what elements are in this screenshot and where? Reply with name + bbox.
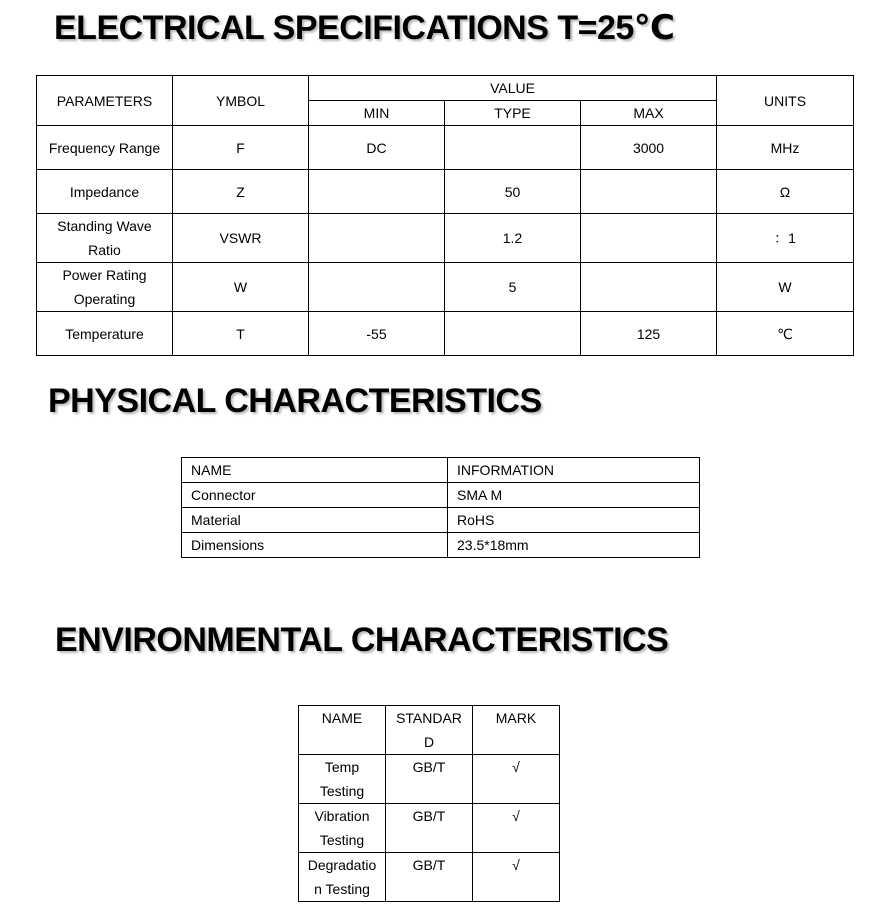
- type-cell: [445, 312, 581, 356]
- unit-cell: ：1: [717, 214, 854, 263]
- info-cell: 23.5*18mm: [448, 533, 700, 558]
- header-name: NAME: [182, 458, 448, 483]
- symbol-cell: W: [173, 263, 309, 312]
- standard-cell: GB/T: [386, 804, 473, 853]
- electrical-specs-table: [36, 75, 854, 356]
- type-cell: 5: [445, 263, 581, 312]
- table-row: [37, 170, 854, 214]
- name-cell: Dimensions: [182, 533, 448, 558]
- table-row: [182, 533, 700, 558]
- max-cell: 3000: [581, 126, 717, 170]
- check-mark-icon: √: [473, 853, 560, 902]
- header-parameters: PARAMETERS: [37, 76, 173, 126]
- max-cell: 125: [581, 312, 717, 356]
- symbol-cell: Z: [173, 170, 309, 214]
- standard-cell: GB/T: [386, 853, 473, 902]
- table-row: [37, 312, 854, 356]
- symbol-cell: T: [173, 312, 309, 356]
- param-cell: Temperature: [37, 312, 173, 356]
- header-name: NAME: [299, 706, 386, 755]
- header-standard: STANDARD: [386, 706, 473, 755]
- table-row: [299, 755, 560, 804]
- name-cell: Connector: [182, 483, 448, 508]
- environmental-characteristics-heading: ENVIRONMENTAL CHARACTERISTICS: [55, 621, 669, 659]
- max-cell: [581, 170, 717, 214]
- max-cell: [581, 263, 717, 312]
- min-cell: [309, 170, 445, 214]
- param-cell: Power Rating Operating: [37, 263, 173, 312]
- symbol-cell: VSWR: [173, 214, 309, 263]
- table-row: [37, 126, 854, 170]
- environmental-characteristics-table: [298, 705, 560, 902]
- unit-cell: ℃: [717, 312, 854, 356]
- info-cell: RoHS: [448, 508, 700, 533]
- param-cell: Standing Wave Ratio: [37, 214, 173, 263]
- name-cell: Vibration Testing: [299, 804, 386, 853]
- name-cell: Temp Testing: [299, 755, 386, 804]
- table-header-row: [299, 706, 560, 755]
- electrical-specs-heading: ELECTRICAL SPECIFICATIONS T=25℃: [54, 9, 675, 47]
- param-cell: Frequency Range: [37, 126, 173, 170]
- check-mark-icon: √: [473, 755, 560, 804]
- unit-cell: Ω: [717, 170, 854, 214]
- type-cell: 50: [445, 170, 581, 214]
- table-row: [182, 483, 700, 508]
- type-cell: 1.2: [445, 214, 581, 263]
- table-row: [299, 853, 560, 902]
- header-mark: MARK: [473, 706, 560, 755]
- header-min: MIN: [309, 101, 445, 126]
- header-value: VALUE: [309, 76, 717, 101]
- min-cell: [309, 214, 445, 263]
- table-row: [37, 263, 854, 312]
- unit-cell: MHz: [717, 126, 854, 170]
- header-max: MAX: [581, 101, 717, 126]
- table-header-row: [182, 458, 700, 483]
- header-units: UNITS: [717, 76, 854, 126]
- unit-cell: W: [717, 263, 854, 312]
- table-row: [299, 804, 560, 853]
- min-cell: DC: [309, 126, 445, 170]
- symbol-cell: F: [173, 126, 309, 170]
- min-cell: -55: [309, 312, 445, 356]
- name-cell: Degradation Testing: [299, 853, 386, 902]
- physical-characteristics-heading: PHYSICAL CHARACTERISTICS: [48, 382, 542, 420]
- info-cell: SMA M: [448, 483, 700, 508]
- table-row: [37, 214, 854, 263]
- header-type: TYPE: [445, 101, 581, 126]
- table-row: [182, 508, 700, 533]
- standard-cell: GB/T: [386, 755, 473, 804]
- max-cell: [581, 214, 717, 263]
- header-information: INFORMATION: [448, 458, 700, 483]
- physical-characteristics-table: [181, 457, 700, 558]
- check-mark-icon: √: [473, 804, 560, 853]
- param-cell: Impedance: [37, 170, 173, 214]
- header-symbol: YMBOL: [173, 76, 309, 126]
- min-cell: [309, 263, 445, 312]
- type-cell: [445, 126, 581, 170]
- name-cell: Material: [182, 508, 448, 533]
